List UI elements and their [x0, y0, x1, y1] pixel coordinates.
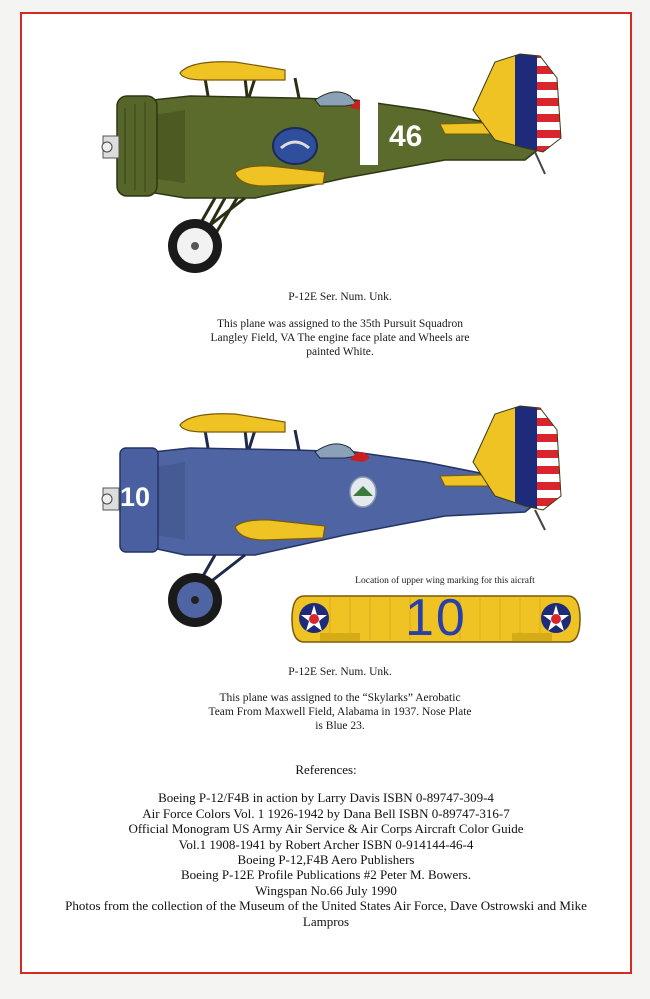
plane1-caption-title: P-12E Ser. Num. Unk. — [288, 291, 392, 303]
reference-item: Wingspan No.66 July 1990 — [255, 882, 397, 898]
plane2-nose-number: 10 — [120, 482, 151, 512]
reference-item: Boeing P-12/F4B in action by Larry Davis ISBN 0-89747-309-4 — [158, 790, 494, 806]
roundel-left-icon — [299, 603, 329, 633]
wing-marking-label: Location of upper wing marking for this aicraft — [355, 576, 535, 586]
plane1-caption — [230, 290, 450, 304]
reference-item: Boeing P-12,F4B Aero Publishers — [237, 852, 415, 868]
plane2-caption-line: Team From Maxwell Field, Alabama in 1937. Nose Plate — [208, 706, 472, 718]
reference-item: Official Monogram US Army Air Service & Air Corps Aircraft Color Guide — [128, 821, 524, 837]
plane1-caption-line: Langley Field, VA The engine face plate and Wheels are — [210, 332, 470, 344]
references-section — [20, 762, 632, 929]
plane2-caption-line: is Blue 23. — [315, 720, 365, 732]
wing-number: 10 — [405, 589, 467, 647]
plane2-caption-title: P-12E Ser. Num. Unk. — [288, 666, 392, 678]
olive-p12e-profile — [95, 48, 570, 278]
reference-item: Vol.1 1908-1941 by Robert Archer ISBN 0-914144-46-4 — [178, 836, 474, 852]
plane1-caption-body — [150, 317, 530, 359]
plane1-number: 46 — [389, 120, 423, 153]
plane1-caption-line: This plane was assigned to the 35th Pursuit Squadron — [217, 318, 463, 330]
references-heading: References: — [295, 762, 357, 777]
reference-item: Photos from the collection of the Museum of the United States Air Force, Dave Ostrowski and Mike — [65, 898, 587, 914]
reference-item: Lampros — [302, 913, 350, 929]
plane1-caption-line: painted White. — [306, 346, 374, 358]
reference-item: Air Force Colors Vol. 1 1926-1942 by Dana Bell ISBN 0-89747-316-7 — [142, 805, 510, 821]
reference-item: Boeing P-12E Profile Publications #2 Peter M. Bowers. — [181, 867, 471, 883]
plane2-caption — [230, 665, 450, 679]
plane2-caption-line: This plane was assigned to the “Skylarks” Aerobatic — [219, 692, 461, 704]
plane2-caption-body — [150, 691, 530, 733]
roundel-right-icon — [541, 603, 571, 633]
